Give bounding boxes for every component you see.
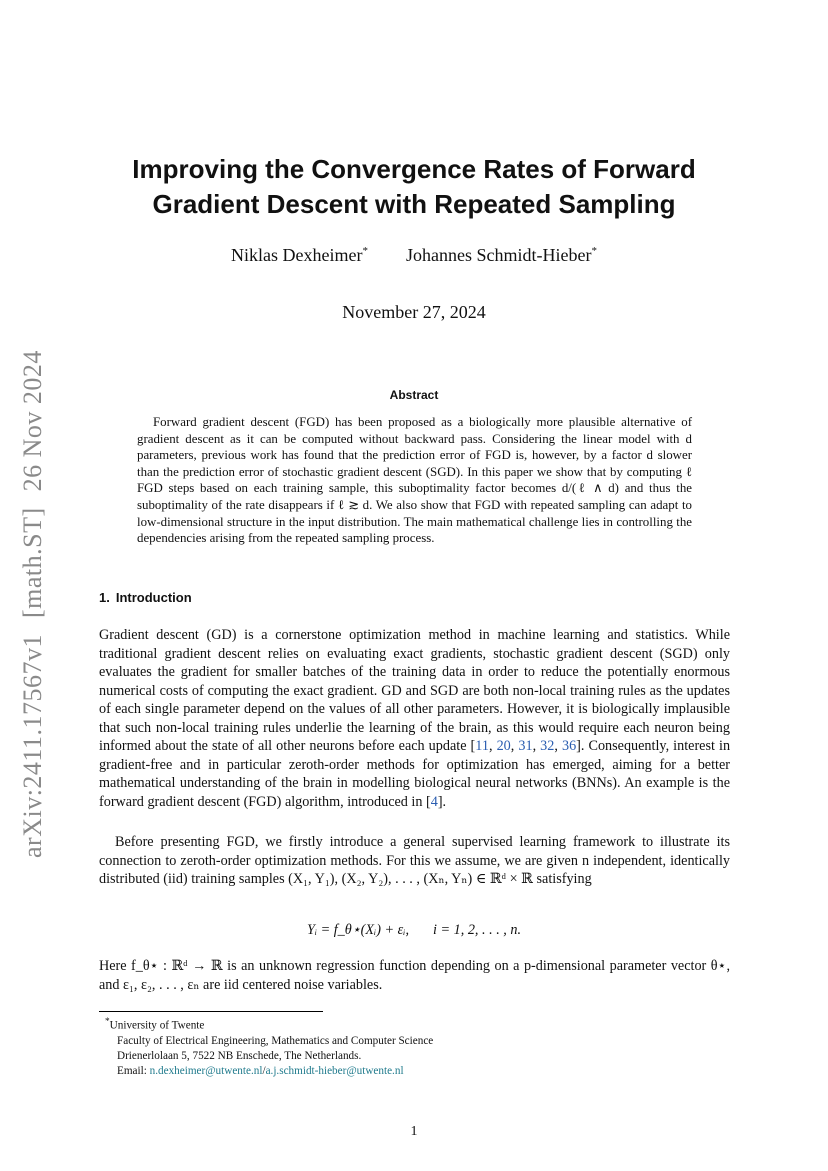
arxiv-date: 26 Nov 2024 [18, 350, 47, 492]
intro-paragraph: Here f_θ⋆ : ℝᵈ → ℝ is an unknown regression function depending on a p-dimensional parameter vector θ⋆, and ε₁, ε₂, . . . , εₙ are iid centered noise variables. [99, 958, 730, 993]
arxiv-sidebar-stamp [18, 334, 48, 858]
author-footnote-mark: * [591, 245, 597, 257]
arxiv-id: arXiv:2411.17567v1 [18, 634, 47, 858]
intro-paragraph: Before presenting FGD, we firstly introduce a general supervised learning framework to illustrate its connection to zeroth-order optimization methods. For this we assume, we are given n independent, identically distributed (iid) training samples (X₁, Y₁), (X₂, Y₂), . . . , (Xₙ, Yₙ) ∈ ℝᵈ × ℝ satisfying [99, 834, 730, 887]
paper-date: November 27, 2024 [342, 302, 486, 322]
section-heading [99, 590, 192, 605]
abstract-heading: Abstract [389, 388, 439, 402]
footnote [99, 1015, 433, 1079]
intro-paragraph: Gradient descent (GD) is a cornerstone optimization method in machine learning and statistics. While traditional gradient descent relies on evaluating exact gradients, stochastic gradient descent (SGD) only evaluates the gradient for smaller batches of the training data in order to reduce the potentially enormous numerical costs of computing the exact gradient. GD and SGD are both non-local training rules as the updates of each single parameter depend on the values of all other parameters. However, it is biologically implausible that such non-local training rules underlie the learning of the brain, as this would require each neuron being informed about the state of all other neurons before each update [11, 20, 31, 32, 36]. Consequently, interest in gradient-free and in particular zeroth-order methods for optimization has emerged, aiming for a better mathematical understanding of the brain in modelling biological neural networks (BNNs). An example is the forward gradient descent (FGD) algorithm, introduced in [4]. [99, 627, 731, 810]
paper-title [0, 152, 828, 222]
footnote-affiliation: *University of Twente [105, 1017, 205, 1032]
page-number: 1 [410, 1124, 418, 1139]
email-link[interactable]: a.j.schmidt-hieber@utwente.nl [265, 1064, 404, 1077]
paper-title-line-2: Gradient Descent with Repeated Sampling [152, 189, 676, 219]
author [406, 245, 597, 266]
citation-link[interactable]: 32 [540, 738, 555, 754]
footnote-mark: * [105, 1017, 110, 1027]
section-number: 1. [99, 590, 110, 605]
citation-link[interactable]: 11 [475, 738, 489, 754]
regression-equation [0, 922, 828, 939]
footnote-address: Drienerlolaan 5, 7522 NB Enschede, The Netherlands. [117, 1049, 362, 1062]
citation-link[interactable]: 36 [561, 738, 577, 754]
author-footnote-mark: * [362, 245, 368, 257]
abstract-text: Forward gradient descent (FGD) has been proposed as a biologically more plausible alternative of gradient descent as it can be computed without backward pass. Considering the linear model with d parameters, previous work has found that the prediction error of FGD is, however, by a factor d slower than the prediction error of stochastic gradient descent (SGD). In this paper we show that by computing ℓ FGD steps based on each training sample, this suboptimality factor becomes d/(ℓ ∧ d) and thus the suboptimality of the rate disappears if ℓ ≳ d. We also show that FGD with repeated sampling can adapt to low-dimensional structure in the input distribution. The main mathematical challenge lies in controlling the dependencies arising from the repeated sampling process. [137, 415, 692, 546]
equation-range: i = 1, 2, . . . , n. [433, 922, 522, 938]
equation-main: Yᵢ = f_θ⋆(Xᵢ) + εᵢ, [306, 922, 410, 938]
author-name: Johannes Schmidt-Hieber [406, 245, 592, 265]
footnote-email: Email: n.dexheimer@utwente.nl/a.j.schmidt-hieber@utwente.nl [117, 1064, 404, 1077]
citation-link[interactable]: 20 [496, 738, 511, 754]
email-link[interactable]: n.dexheimer@utwente.nl [149, 1064, 263, 1077]
paper-title-line-1: Improving the Convergence Rates of Forward [132, 154, 696, 184]
citation-link[interactable]: 4 [430, 793, 438, 810]
author [231, 245, 368, 266]
citation-link[interactable]: 31 [518, 738, 533, 754]
footnote-divider [99, 1011, 323, 1012]
footnote-faculty: Faculty of Electrical Engineering, Mathematics and Computer Science [117, 1034, 434, 1047]
arxiv-category: [math.ST] [18, 507, 47, 619]
section-title: Introduction [115, 590, 192, 605]
author-list [0, 245, 828, 266]
author-name: Niklas Dexheimer [231, 245, 363, 265]
